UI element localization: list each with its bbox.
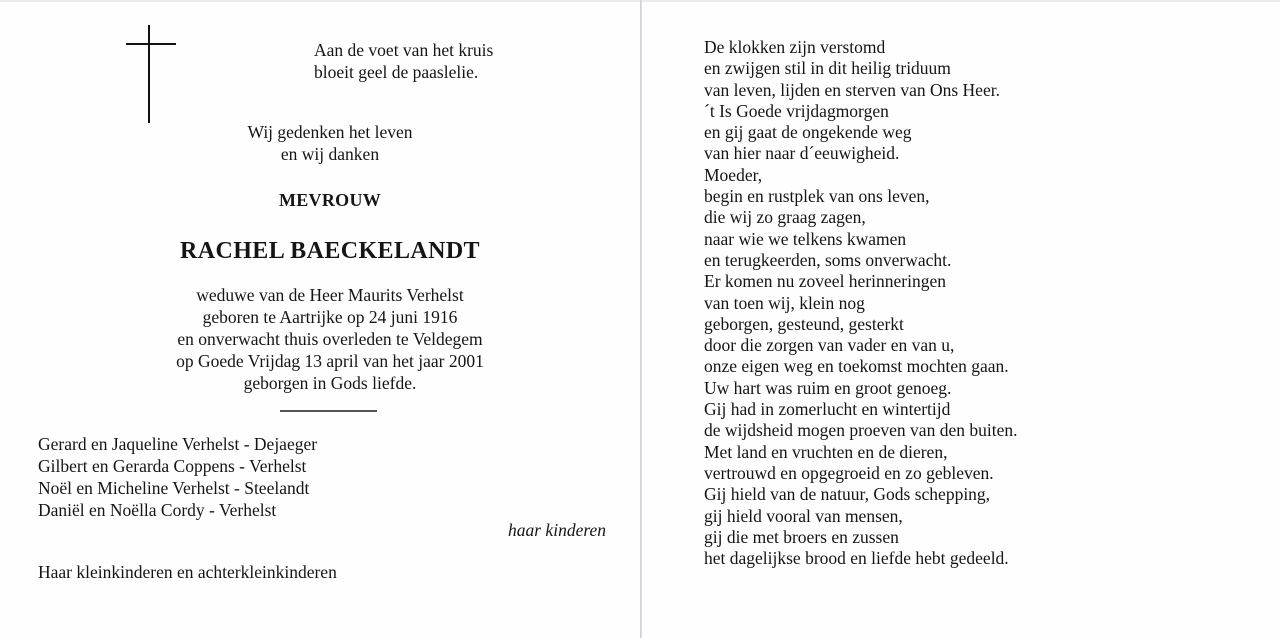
poem-line: van hier naar d´eeuwigheid.	[704, 143, 900, 164]
honorific-title: MEVROUW	[278, 190, 382, 210]
tribute-line: en wij danken	[280, 144, 380, 164]
section-divider	[280, 410, 377, 412]
bio-line: geborgen in Gods liefde.	[243, 373, 417, 393]
poem-line: de wijdsheid mogen proeven van den buiten.	[704, 420, 1018, 441]
poem-line: Met land en vruchten en de dieren,	[704, 441, 948, 462]
poem-line: het dagelijkse brood en liefde hebt gedeeld.	[704, 548, 1009, 569]
children-list	[38, 433, 317, 521]
poem-line: door die zorgen van vader en van u,	[704, 335, 955, 356]
bio-line: en onverwacht thuis overleden te Veldegem	[177, 329, 483, 349]
poem-line: en gij gaat de ongekende weg	[704, 122, 912, 143]
poem-line: en terugkeerden, soms onverwacht.	[704, 249, 952, 270]
poem-line: vertrouwd en opgegroeid en zo gebleven.	[704, 462, 994, 483]
cross-vertical-bar	[148, 25, 150, 123]
poem-line: en zwijgen stil in dit heilig triduum	[704, 58, 951, 79]
child-entry: Daniël en Noëlla Cordy - Verhelst	[38, 500, 277, 520]
child-entry: Gerard en Jaqueline Verhelst - Dejaeger	[38, 434, 318, 454]
poem-line: van toen wij, klein nog	[704, 292, 865, 313]
verse-line: bloeit geel de paaslelie.	[314, 62, 479, 82]
opening-verse	[314, 39, 493, 83]
verse-line: Aan de voet van het kruis	[314, 40, 494, 60]
child-entry: Gilbert en Gerarda Coppens - Verhelst	[38, 456, 307, 476]
poem-line: Uw hart was ruim en groot genoeg.	[704, 377, 952, 398]
poem-line: begin en rustplek van ons leven,	[704, 186, 930, 207]
tribute-line: Wij gedenken het leven	[247, 122, 413, 142]
poem-line: onze eigen weg en toekomst mochten gaan.	[704, 356, 1009, 377]
poem-line: naar wie we telkens kwamen	[704, 228, 907, 249]
poem-line: Gij hield van de natuur, Gods schepping,	[704, 484, 991, 505]
right-page	[642, 0, 1280, 638]
tribute-text	[200, 121, 460, 165]
poem-line: Er komen nu zoveel herinneringen	[704, 271, 946, 292]
poem-line: De klokken zijn verstomd	[704, 37, 886, 57]
grandchildren-line: Haar kleinkinderen en achterkleinkinderen	[38, 562, 337, 582]
poem-line: die wij zo graag zagen,	[704, 207, 866, 228]
memorial-poem	[704, 37, 1017, 569]
poem-line: geborgen, gesteund, gesterkt	[704, 313, 904, 334]
poem-line: van leven, lijden en sterven van Ons Heer.	[704, 79, 1000, 100]
poem-line: Moeder,	[704, 164, 763, 185]
deceased-name: RACHEL BAECKELANDT	[180, 238, 480, 264]
poem-line: gij hield vooral van mensen,	[704, 505, 903, 526]
poem-line: Gij had in zomerlucht en wintertijd	[704, 399, 951, 420]
child-entry: Noël en Micheline Verhelst - Steelandt	[38, 478, 310, 498]
poem-line: gij die met broers en zussen	[704, 526, 899, 547]
bio-line: geboren te Aartrijke op 24 juni 1916	[202, 307, 458, 327]
biography	[130, 284, 530, 394]
bio-line: op Goede Vrijdag 13 april van het jaar 2001	[176, 351, 484, 371]
cross-horizontal-bar	[126, 43, 176, 45]
poem-line: ´t Is Goede vrijdagmorgen	[704, 100, 889, 121]
children-label: haar kinderen	[508, 520, 607, 540]
bio-line: weduwe van de Heer Maurits Verhelst	[196, 285, 464, 305]
